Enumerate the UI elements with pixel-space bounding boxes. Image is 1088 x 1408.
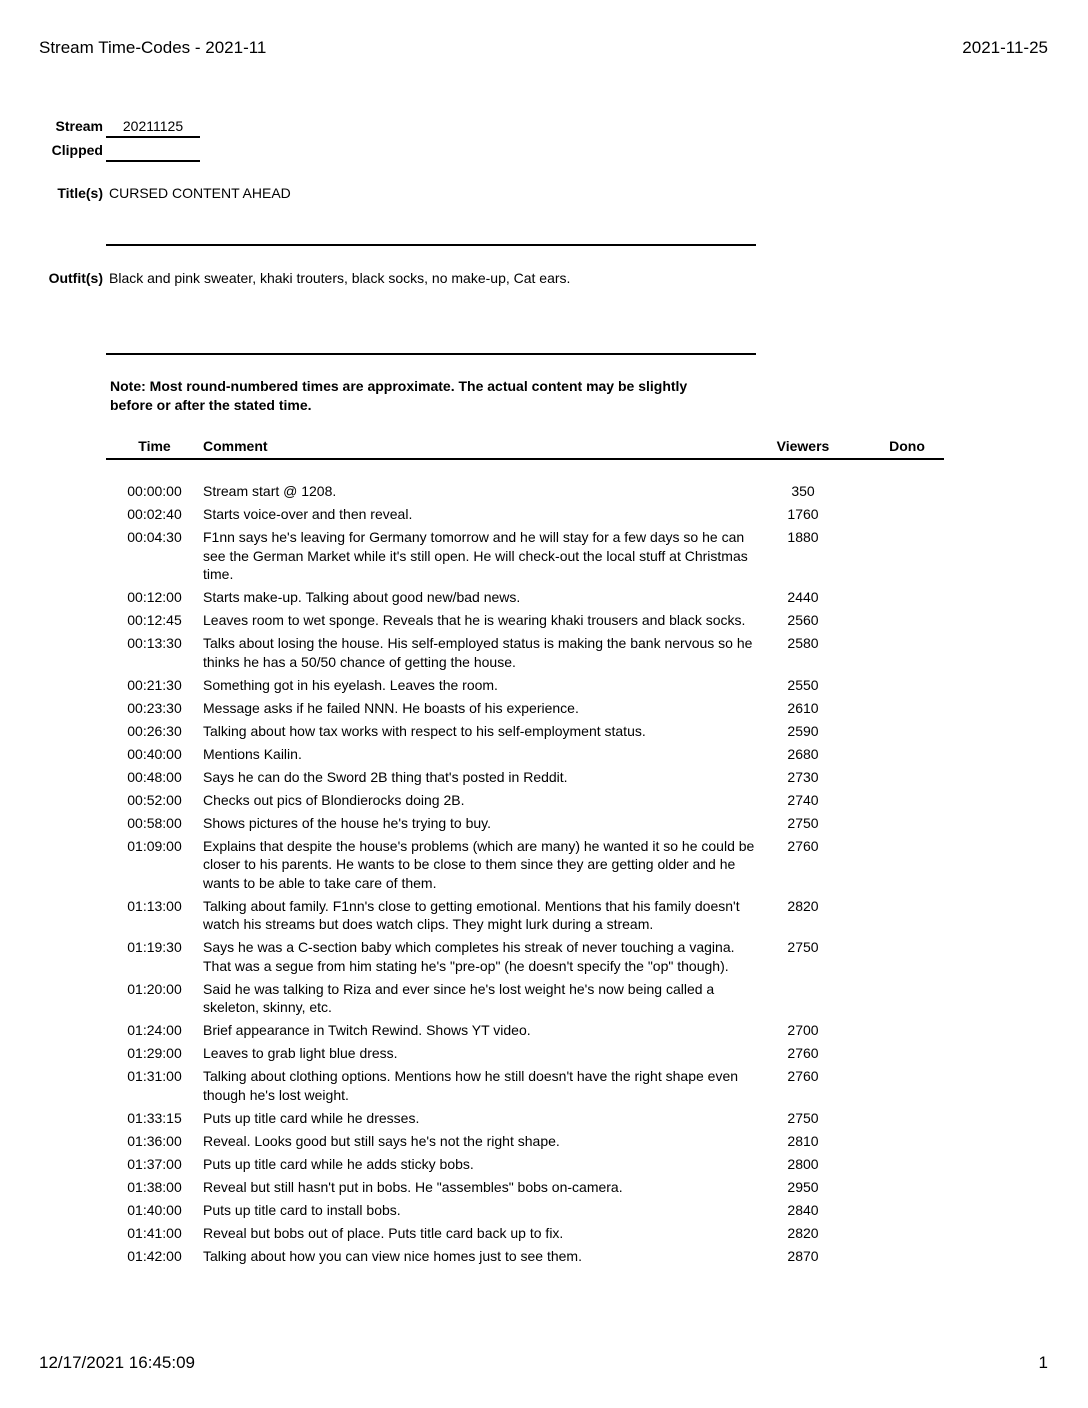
viewers-cell: 1760 xyxy=(787,506,819,522)
dono-cell xyxy=(842,1155,944,1174)
table-row xyxy=(106,722,944,745)
viewers-cell: 1880 xyxy=(787,529,819,545)
time-cell: 01:37:00 xyxy=(127,1155,182,1172)
table-row xyxy=(106,676,944,699)
dono-cell xyxy=(842,1067,944,1104)
comment-cell: Message asks if he failed NNN. He boasts of his experience. xyxy=(203,699,579,716)
page-number: 1 xyxy=(1038,1353,1048,1372)
comment-cell: Says he was a C-section baby which completes his streak of never touching a vagina. That was a segue from him stating he's "pre-op" (he doesn't specify the "op" though). xyxy=(203,939,735,974)
stream-underline xyxy=(106,136,200,138)
viewers-cell: 2840 xyxy=(787,1201,819,1218)
timecode-table-body xyxy=(106,482,944,1270)
viewers-cell: 2820 xyxy=(787,897,819,914)
time-cell: 00:23:30 xyxy=(127,699,182,716)
titles-value: CURSED CONTENT AHEAD xyxy=(109,185,291,201)
table-row xyxy=(106,791,944,814)
dono-cell xyxy=(842,482,944,501)
time-cell: 00:04:30 xyxy=(127,529,182,545)
dono-cell xyxy=(842,611,944,630)
time-cell: 01:24:00 xyxy=(127,1022,182,1038)
comment-cell: Explains that despite the house's problems (which are many) he wanted it so he could be closer to his parents. He wants to be close to them since they are getting older and he wants to be able to take care of them. xyxy=(203,837,755,891)
table-row xyxy=(106,938,944,980)
viewers-cell: 2550 xyxy=(787,676,819,693)
viewers-cell: 2810 xyxy=(787,1132,819,1149)
comment-cell: Shows pictures of the house he's trying to buy. xyxy=(203,814,492,831)
dono-cell xyxy=(842,897,944,934)
time-cell: 00:58:00 xyxy=(127,814,182,831)
comment-cell: Reveal but bobs out of place. Puts title card back up to fix. xyxy=(203,1224,564,1241)
comment-cell: Checks out pics of Blondierocks doing 2B. xyxy=(203,791,465,808)
column-header-viewers: Viewers xyxy=(776,438,830,454)
viewers-cell: 2820 xyxy=(787,1224,819,1241)
viewers-cell: 2440 xyxy=(787,589,819,605)
comment-cell: Talks about losing the house. His self-employed status is making the bank nervous so he thinks he has a 50/50 chance of getting the house. xyxy=(203,635,753,670)
dono-cell xyxy=(842,938,944,975)
viewers-cell: 2740 xyxy=(787,791,819,808)
dono-cell xyxy=(842,634,944,671)
time-cell: 00:02:40 xyxy=(127,506,182,522)
dono-cell xyxy=(842,1109,944,1128)
dono-cell xyxy=(842,1021,944,1040)
comment-cell: Says he can do the Sword 2B thing that's posted in Reddit. xyxy=(203,768,568,785)
titles-label: Title(s) xyxy=(57,185,103,201)
print-timestamp: 12/17/2021 16:45:09 xyxy=(39,1353,195,1372)
dono-cell xyxy=(842,1044,944,1063)
comment-cell: Talking about family. F1nn's close to getting emotional. Mentions that his family doesn't watch his streams but does watch clips. They might lurk during a stream. xyxy=(203,897,740,932)
dono-cell xyxy=(842,768,944,787)
table-row xyxy=(106,1067,944,1109)
stream-label: Stream xyxy=(55,118,103,134)
comment-cell: F1nn says he's leaving for Germany tomorrow and he will stay for a few days so he can see the German Market while it's still open. He will check-out the local stuff at Christmas time. xyxy=(203,529,748,582)
stream-value: 20211125 xyxy=(122,118,184,134)
dono-cell xyxy=(842,980,944,1017)
comment-cell: Leaves room to wet sponge. Reveals that he is wearing khaki trousers and black socks. xyxy=(203,612,746,628)
table-row xyxy=(106,837,944,897)
comment-cell: Starts voice-over and then reveal. xyxy=(203,506,413,522)
table-row xyxy=(106,1224,944,1247)
dono-cell xyxy=(842,588,944,607)
table-row xyxy=(106,1155,944,1178)
time-cell: 00:26:30 xyxy=(127,722,182,739)
dono-cell xyxy=(842,745,944,764)
table-row xyxy=(106,814,944,837)
viewers-cell: 2760 xyxy=(787,1068,819,1084)
time-cell: 00:00:00 xyxy=(127,483,182,499)
column-header-comment: Comment xyxy=(203,438,268,454)
comment-cell: Talking about how you can view nice homes just to see them. xyxy=(203,1247,582,1264)
dono-cell xyxy=(842,699,944,718)
viewers-cell: 2590 xyxy=(787,722,819,739)
comment-cell: Leaves to grab light blue dress. xyxy=(203,1045,398,1061)
viewers-cell: 2870 xyxy=(787,1247,819,1264)
time-cell: 00:13:30 xyxy=(127,635,182,651)
approximation-note: Note: Most round-numbered times are approximate. The actual content may be slightly before or after the stated time. xyxy=(110,378,688,413)
time-cell: 01:13:00 xyxy=(127,897,182,914)
time-cell: 00:21:30 xyxy=(127,676,182,693)
comment-cell: Reveal. Looks good but still says he's not the right shape. xyxy=(203,1132,560,1149)
dono-cell xyxy=(842,837,944,893)
clipped-underline xyxy=(106,160,200,162)
comment-cell: Brief appearance in Twitch Rewind. Shows YT video. xyxy=(203,1022,531,1038)
viewers-cell: 2950 xyxy=(787,1178,819,1195)
table-row xyxy=(106,588,944,611)
time-cell: 01:20:00 xyxy=(127,980,182,997)
viewers-cell: 350 xyxy=(791,483,815,499)
comment-cell: Puts up title card while he adds sticky bobs. xyxy=(203,1155,474,1172)
dono-cell xyxy=(842,1247,944,1266)
header-rule xyxy=(106,458,944,460)
table-row xyxy=(106,1044,944,1067)
time-cell: 01:31:00 xyxy=(127,1068,182,1084)
comment-cell: Talking about how tax works with respect to his self-employment status. xyxy=(203,722,646,739)
viewers-cell: 2680 xyxy=(787,745,819,762)
titles-underline xyxy=(106,244,756,246)
table-row xyxy=(106,505,944,528)
comment-cell: Something got in his eyelash. Leaves the room. xyxy=(203,676,498,693)
clipped-label: Clipped xyxy=(51,142,103,158)
viewers-cell: 2760 xyxy=(787,1045,819,1061)
table-row xyxy=(106,1178,944,1201)
dono-cell xyxy=(842,791,944,810)
viewers-cell: 2760 xyxy=(787,837,819,854)
time-cell: 00:48:00 xyxy=(127,768,182,785)
viewers-cell: 2800 xyxy=(787,1155,819,1172)
time-cell: 00:12:45 xyxy=(127,612,182,628)
outfits-value: Black and pink sweater, khaki trouters, black socks, no make-up, Cat ears. xyxy=(109,270,571,286)
comment-cell: Said he was talking to Riza and ever since he's lost weight he's now being called a skeleton, skinny, etc. xyxy=(203,980,715,1015)
viewers-cell: 2700 xyxy=(787,1022,819,1038)
outfits-underline xyxy=(106,353,756,355)
table-row xyxy=(106,1021,944,1044)
column-header-time: Time xyxy=(138,438,171,454)
time-cell: 00:40:00 xyxy=(127,745,182,762)
table-row xyxy=(106,980,944,1022)
time-cell: 01:41:00 xyxy=(127,1224,182,1241)
table-row xyxy=(106,611,944,634)
viewers-cell: 2730 xyxy=(787,768,819,785)
viewers-cell: 2750 xyxy=(787,939,819,955)
comment-cell: Puts up title card to install bobs. xyxy=(203,1201,401,1218)
time-cell: 01:33:15 xyxy=(127,1109,182,1126)
viewers-cell: 2580 xyxy=(787,635,819,651)
viewers-cell xyxy=(764,980,842,1017)
dono-cell xyxy=(842,722,944,741)
table-row xyxy=(106,1109,944,1132)
comment-cell: Starts make-up. Talking about good new/bad news. xyxy=(203,589,521,605)
dono-cell xyxy=(842,505,944,524)
dono-cell xyxy=(842,1178,944,1197)
dono-cell xyxy=(842,1224,944,1243)
column-header-dono: Dono xyxy=(889,438,925,454)
time-cell: 01:19:30 xyxy=(127,939,182,955)
dono-cell xyxy=(842,1132,944,1151)
dono-cell xyxy=(842,814,944,833)
comment-cell: Puts up title card while he dresses. xyxy=(203,1109,420,1126)
dono-cell xyxy=(842,676,944,695)
table-row xyxy=(106,768,944,791)
time-cell: 01:29:00 xyxy=(127,1045,182,1061)
time-cell: 00:12:00 xyxy=(127,589,182,605)
comment-cell: Stream start @ 1208. xyxy=(203,483,337,499)
comment-cell: Reveal but still hasn't put in bobs. He "assembles" bobs on-camera. xyxy=(203,1178,623,1195)
outfits-label: Outfit(s) xyxy=(48,270,103,286)
time-cell: 01:42:00 xyxy=(127,1247,182,1264)
time-cell: 01:09:00 xyxy=(127,837,182,854)
table-row xyxy=(106,482,944,505)
dono-cell xyxy=(842,1201,944,1220)
table-row xyxy=(106,634,944,676)
viewers-cell: 2750 xyxy=(787,814,819,831)
comment-cell: Talking about clothing options. Mentions how he still doesn't have the right shape even though he's lost weight. xyxy=(203,1068,739,1103)
viewers-cell: 2560 xyxy=(787,612,819,628)
document-title: Stream Time-Codes - 2021-11 xyxy=(39,38,267,57)
time-cell: 01:40:00 xyxy=(127,1201,182,1218)
table-row xyxy=(106,1132,944,1155)
time-cell: 01:36:00 xyxy=(127,1132,182,1149)
document-date: 2021-11-25 xyxy=(962,38,1048,57)
dono-cell xyxy=(842,528,944,584)
table-row xyxy=(106,745,944,768)
viewers-cell: 2750 xyxy=(787,1109,819,1126)
table-row xyxy=(106,1201,944,1224)
comment-cell: Mentions Kailin. xyxy=(203,745,302,762)
table-row xyxy=(106,528,944,588)
viewers-cell: 2610 xyxy=(787,699,819,716)
table-row xyxy=(106,699,944,722)
time-cell: 01:38:00 xyxy=(127,1178,182,1195)
time-cell: 00:52:00 xyxy=(127,791,182,808)
table-row xyxy=(106,1247,944,1270)
table-row xyxy=(106,897,944,939)
